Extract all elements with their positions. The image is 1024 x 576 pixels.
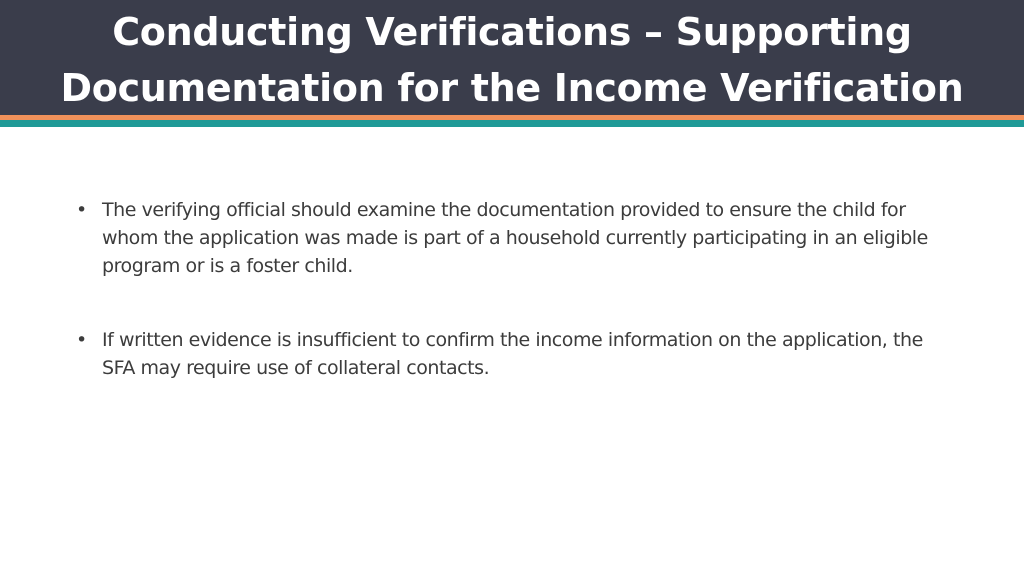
bullet-text: If written evidence is insufficient to confirm the income information on the application, the SFA may require use of collateral contacts. <box>102 329 923 379</box>
bullet-item <box>76 196 956 280</box>
bullet-dot-icon: • <box>76 199 87 221</box>
bullet-dot-icon: • <box>76 329 87 351</box>
bullet-list <box>76 196 956 428</box>
bullet-text: The verifying official should examine the documentation provided to ensure the child for whom the application was made is part of a household currently participating in an eligible program or is a foster child. <box>102 199 928 277</box>
bullet-item <box>76 326 956 382</box>
slide-title-line-2: Documentation for the Income Verification <box>60 65 964 110</box>
slide-title <box>61 4 964 116</box>
slide-title-line-1: Conducting Verifications – Supporting <box>112 9 912 54</box>
accent-stripe-teal <box>0 120 1024 127</box>
title-bar <box>0 0 1024 115</box>
